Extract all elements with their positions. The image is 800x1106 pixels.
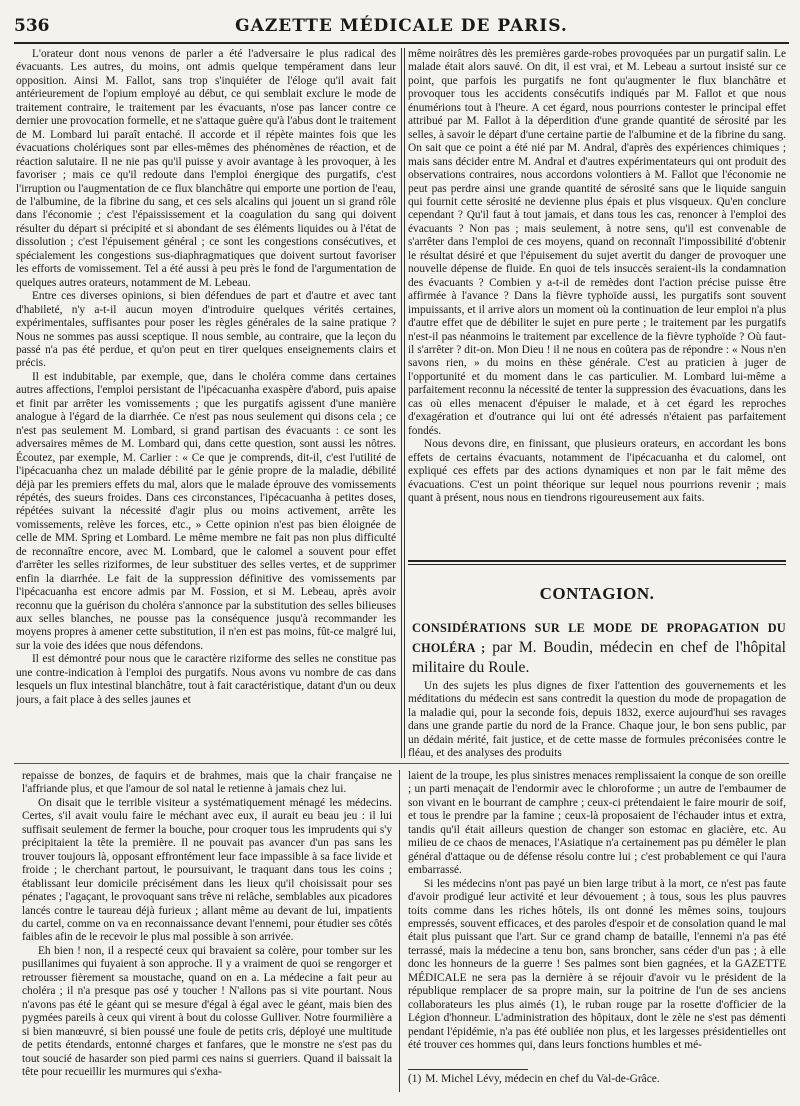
section-heading: CONTAGION. (539, 584, 655, 603)
paragraph: Si les médecins n'ont pas payé un bien large tribut à la mort, ce n'est pas faute d'avoir prodigué leur activité et leur dévouement ; à tous, sous les plus pauvres toits comme dans les riches hôtels, ils ont donné les mêmes soins, toujours empressés, souvent efficaces, et des paroles d'espoir et de consolation quand le mal était plus puissant que l'art. Sur ce grand champ de bataille, l'ennemi n'a pas été terrassé, mais la médecine a tenu bon, sans broncher, sans céder d'un pas ; à elle donc les honneurs de la guerre ! Ses palmes sont bien gagnées, et la GAZETTE MÉDICALE ne sera pas la dernière à se réjouir d'avoir vu le président de la république remplacer de sa propre main, sur la poitrine de l'un de ses anciens collaborateurs les plus aimés (1), le ruban rouge par la rosette d'officier de la Légion d'honneur. L'administration des hôpitaux, dont le zèle ne s'est pas démenti pendant l'épidémie, n'a pas été oubliée non plus, et les largesses présidentielles ont été trouver ces hommes qui, dans leurs fonctions humbles et mé- (408, 877, 786, 1052)
paragraph: même noirâtres dès les premières garde-robes provoquées par un purgatif salin. Le malade était alors sauvé. On dit, il est vrai, et M. Lebeau a surtout insisté sur ce point, que parfois les purgatifs ne font qu'augmenter le flux blanchâtre et provoquer tous les accidents consécutifs indiqués par M. Fallot et que nous énumérions tout à l'heure. A cet égard, nous pourrions contester le principal effet attribué par M. Fallot à la déperdition d'une grande quantité de sérosité par les selles, à savoir le départ d'une certaine partie de l'albumine et de la fibrine du sang. On sait que ce point a été nié par M. Andral, d'après des expériences chimiques ; mais sans décider entre M. Andral et d'autres expérimentateurs qui ont produit des observations contraires, nous accordons volontiers à M. Fallot que l'économie ne peut pas perdre ainsi une grande quantité de sérosité sans que le liquide sanguin qui fournit cette sérosité ne devienne plus épais et plus visqueux. Qu'en conclure cependant ? Qu'il faut à tout jamais, et dans tous les cas, renoncer à l'emploi des évacuants ? Non pas ; mais seulement, à notre sens, qu'il est convenable de s'arrêter dans l'emploi de ces moyens, quand on reconnaît l'impossibilité d'obtenir le résultat désiré et que l'épuisement du sujet avertit du danger de provoquer une nouvelle dépense de fluide. En quoi de tels insuccès seraient-ils la condamnation des évacuants ? Combien y a-t-il de remèdes dont l'action précise puisse être affirmée à l'avance ? Dans la fièvre typhoïde aussi, les purgatifs sont souvent impuissants, et il arrive alors un moment où la continuation de leur emploi n'a plus d'autre effet que de débiliter le sujet en pure perte ; le traitement par les purgatifs n'est-il pas néanmoins le traitement par excellence de la fièvre typhoïde ? Où faut-il s'arrêter ? dit-on. Mon Dieu ! il ne nous en coûtera pas de répondre : « Nous n'en savons rien, » du moins en thèse générale. C'est au praticien à juger de l'opportunité et du moment dans le cas particulier. M. Lombard lui-même a parfaitement reconnu la nécessité de tenter la suppression des évacuations, dans les cas où elles menacent d'épuiser le malade, et à cet égard les reproches d'exagération et d'outrance qui lui ont été adressés n'étaient pas parfaitement fondés. (408, 48, 786, 437)
article-title: CONSIDÉRATIONS SUR LE MODE DE PROPAGATION DU CHOLÉRA ; (412, 621, 786, 655)
paragraph: On disait que le terrible visiteur a systématiquement ménagé les médecins. Certes, s'il avait voulu faire le méchant avec eux, il aurait eu beau jeu : il lui suffisait seulement de fermer la bouche, pour croquer tous les imprudents qui s'y précipitaient la tête la première. Il ne pouvait pas avancer d'un pas sans les trouver toujours là, opposant effrontément leur face impassible à sa face livide et froide ; le cherchant partout, le poursuivant, le traquant dans tous les coins ; établissant leur domicile précisément dans les lieux qu'il choisissait pour ses pénates ; l'agaçant, le provoquant sans trêve ni relâche, semblables aux picadores lancés contre le taureau déjà furieux ; allant même au devant de lui, impatients du cartel, comme on va en reconnaissance devant l'ennemi, pour étudier ses côtés faibles afin de le recevoir le plus mal possible à son arrivée. (22, 796, 392, 944)
footnote-text: M. Michel Lévy, médecin en chef du Val-de-Grâce. (425, 1073, 660, 1085)
top-right-column (408, 48, 786, 550)
bottom-right-column (408, 770, 786, 1062)
footnote-rule (408, 1069, 528, 1070)
paragraph: Il est démontré pour nous que le caractère riziforme des selles ne constitue pas une contre-indication à l'emploi des purgatifs. Nous avons vu nombre de cas dans lesquels un flux intestinal blanchâtre, tout à fait caractéristique, datant d'un ou deux jours, a fait place à des selles jaunes et (16, 653, 396, 706)
journal-title: GAZETTE MÉDICALE DE PARIS. (235, 16, 568, 36)
footnote (408, 1072, 786, 1086)
paragraph: Un des sujets les plus dignes de fixer l'attention des gouvernements et les méditations du médecin est sans contredit la question du mode de propagation de la maladie qui, pour la seconde fois, depuis 1832, exerce aujourd'hui ses ravages dans une grande partie du nord de la France. Chaque jour, le bon sens public, par un dédain mérité, fait justice, et de cette masse de formules préconisées contre le fléau, et des analyses des produits (408, 680, 786, 760)
bottom-left-column (22, 770, 392, 1092)
article-heading (412, 618, 786, 677)
page-header (14, 14, 789, 44)
paragraph: Nous devons dire, en finissant, que plusieurs orateurs, en accordant les bons effets de certains évacuants, notamment de l'ipécacuanha et du calomel, ont expliqué ces effets par des actions dynamiques et non par le fait même des évacuations. C'est un point théorique sur lequel nous pourrions revenir ; mais quant à présent, nous nous en tiendrons rigoureusement aux faits. (408, 438, 786, 504)
paragraph: Il est indubitable, par exemple, que, dans le choléra comme dans certaines autres affections, l'emploi persistant de l'ipécacuanha exaspère d'abord, puis apaise et finit par arrêter les vomissements ; que les purgatifs agissent d'une manière analogue à l'égard de la diarrhée. Ce n'est pas nous seulement qui disons cela ; ce n'est pas seulement M. Lombard, si grand partisan des évacuants : ce sont les adversaires mêmes de M. Lombard qui, dans cette question, sont aussi les nôtres. Écoutez, par exemple, M. Carlier : « Ce que je comprends, dit-il, c'est l'utilité de l'ipécacuanha chez un malade débilité par le génie propre de la maladie, débilité déjà par les premiers effets du mal, alors que le malade éprouve des vomissements répétés, des sueurs froides. Dans ces circonstances, l'ipécacuanha à petites doses, répétées suivant la nécessité d'agir plus ou moins activement, arrête les vomissements, relève les forces, etc., » Cette opinion n'est pas bien éloignée de celle de MM. Spring et Lombard. Le même membre ne fait pas non plus difficulté de reconnaître encore, avec M. Lombard, que le calomel a souvent pour effet d'arrêter les selles riziformes, de leur substituer des selles vertes, et de supprimer enfin la diarrhée. Le fait de la suppression définitive des vomissements par l'ipécacuanha est encore admis par M. Fossion, et si M. Lebeau, après avoir reconnu que la guérison du choléra s'annonce par la substitution des selles bilieuses aux selles blanches, ne pousse pas la conséquence jusqu'à recommander les moyens propres à amener cette substitution, il n'en est pas moins, fût-ce malgré lui, sur la voie des idées que nous défendons. (16, 370, 396, 652)
feuilleton-rule (14, 763, 789, 764)
column-divider (401, 48, 402, 758)
top-left-column (16, 48, 396, 760)
paragraph: repaisse de bonzes, de faquirs et de brahmes, mais que la chair française ne l'affriande plus, et que l'amour de sol natal le retienne à jamais chez lui. (22, 770, 392, 796)
section-rule (408, 564, 786, 565)
paragraph: L'orateur dont nous venons de parler a été l'adversaire le plus radical des évacuants. Les autres, du moins, ont admis quelque tempérament dans leur opposition. Ainsi M. Fallot, sans trop s'inquiéter de l'éloge qu'il avait fait antérieurement de l'opium employé au début, ce qui semblait exclure le mode de traitement contraire, le traitement par les évacuants, n'ose pas lancer contre ce dernier une provocation formelle, et ne s'attaque guère qu'à l'abus dont le traitement de M. Lombard lui paraît entaché. Il accorde et il répète maintes fois que les évacuations cholériques sont par elles-mêmes des phénomènes de réaction, et de réaction salutaire. Il ne nie pas qu'il puisse y avoir avantage à les provoquer, à les favoriser ; mais ce qu'il redoute dans l'emploi énergique des purgatifs, c'est l'irruption ou l'augmentation de ce flux blanchâtre qui emporte une portion de l'eau, de l'albumine, de la fibrine du sang, et ces sels alcalins qui jouent un si grand rôle dans l'économie ; c'est l'épaississement et la coagulation du sang qui doivent résulter du départ si précipité et si abondant de ses éléments liquides ou à l'état de dissolution ; c'est l'épuisement général ; ce sont les congestions consécutives, et spécialement les congestions sus-diaphragmatiques que doivent surtout favoriser les efforts de vomissement. Tel a été aussi à peu près le fond de l'argumentation de quelques autres orateurs, notamment de M. Lebeau. (16, 48, 396, 289)
paragraph: Entre ces diverses opinions, si bien défendues de part et d'autre et avec tant d'habileté, n'y a-t-il aucun moyen d'introduire quelques vérités certaines, expérimentales, suffisantes pour poser les règles générales de la saine pratique ? Nous ne sommes pas aussi sceptique. Il nous semble, au contraire, que la leçon du passé n'a pas été perdue, et qu'on peut en tirer quelques enseignements clairs et précis. (16, 290, 396, 370)
page-number: 536 (14, 16, 50, 36)
column-divider (404, 48, 405, 758)
paragraph: Eh bien ! non, il a respecté ceux qui bravaient sa colère, pour tomber sur les pusillanimes qui fuyaient à son approche. Il y a vraiment de quoi se rengorger et retrousser fièrement sa moustache, quand on en a. La médecine a fait peur au choléra ; il n'a presque pas osé y toucher ! N'allons pas si vite pourtant. Nous n'avons pas été le géant qui se mesure d'égal à égal avec le géant, mais bien des pygmées pareils à ceux qui virent à bout du colosse Gulliver. Notre fourmilière a si bien manœuvré, si bien poussé une foule de petits cris, déployé une multitude de petits étendards, entonné charges et fanfares, que le monstre ne s'est pas du tout soucié de hasarder son pied parmi ces nains si guerriers. Quand il baissait la tête pour recueillir les murmures qui s'exha- (22, 944, 392, 1078)
section-rule (408, 560, 786, 562)
column-divider (399, 770, 400, 1092)
article-byline: par M. Boudin, médecin en chef de l'hôpital militaire du Roule. (412, 639, 787, 676)
article-body (408, 680, 786, 760)
paragraph: laient de la troupe, les plus sinistres menaces remplissaient la conque de son oreille ; un parti menaçait de l'endormir avec le chloroforme ; un autre de l'embaumer de son vivant en le bourrant de camphre ; ceux-ci prétendaient le faire mourir de soif, et tous le prendre par la famine ; ceux-là proposaient de l'échauder intus et extra, tandis qu'il était ailleurs question de changer son estomac en glacière, etc. Au milieu de ce chaos de menaces, l'Asiatique n'a certainement pas pu démêler le plan général d'attaque ou de défense résolu contre lui ; c'est probablement ce qui l'aura embarrassé. (408, 770, 786, 877)
footnote-marker: (1) (408, 1073, 422, 1085)
